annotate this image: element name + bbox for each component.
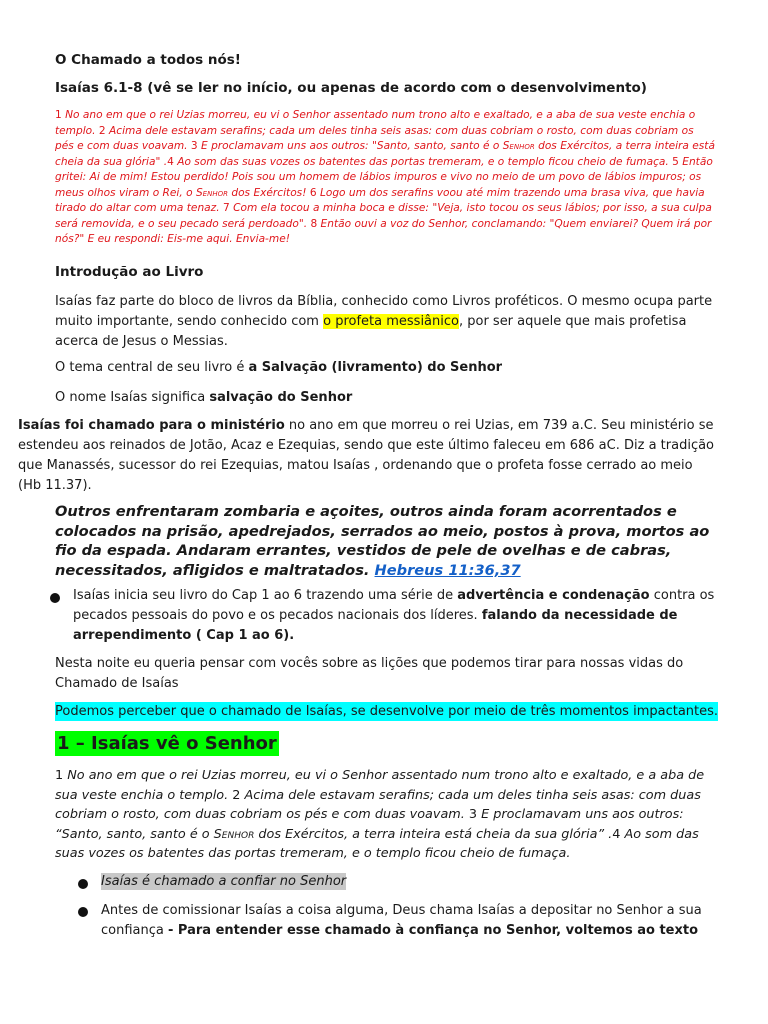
verse-number: 6 — [309, 186, 317, 199]
verse-number: 1 — [55, 768, 64, 783]
verse-text: No ano em que o rei Uzias morreu, eu vi o Senhor assentado num trono alto e exaltado, e a aba de sua veste enchia o templo. — [55, 109, 696, 137]
verse-text: Ao som das suas vozes os batentes das portas tremeram, e o templo ficou cheio de fumaça. — [173, 155, 673, 168]
bullet-icon — [50, 593, 60, 603]
verse-text: dos Exércitos, a terra inteira está cheia da sua glória” . — [254, 826, 613, 842]
name-meaning-paragraph — [55, 388, 352, 408]
verse-number: 4 — [612, 826, 621, 842]
verse-text: dos Exércitos, a terra inteira está cheia da sua glória" . — [55, 140, 715, 168]
bullet-warning — [73, 586, 723, 646]
tonight-paragraph: Nesta noite eu queria pensar com vocês sobre as lições que podemos tirar para nossas vidas do Chamado de Isaías — [55, 656, 684, 691]
verse-text: E proclamavam uns aos outros: “Santo, santo, santo é o — [55, 807, 684, 842]
quote-text: Outros enfrentaram zombaria e açoites, outros ainda foram acorrentados e colocados na prisão, apedrejados, serrados ao meio, postos à prova, mortos ao fio da espada. Andaram errantes, vestidos de pele de ovelhas e de cabras, necessitados, afligidos e maltratados. — [55, 503, 710, 579]
cyan-highlight: Podemos perceber que o chamado de Isaías, se desenvolve por meio de três momentos impactantes. — [55, 704, 719, 719]
verse-text: Acima dele estavam serafins; cada um deles tinha seis asas: com duas cobriam o rosto, com duas cobriam os pés e com duas voavam. — [55, 787, 701, 822]
verse-lord: Senhor — [502, 140, 535, 152]
verse-text: Acima dele estavam serafins; cada um deles tinha seis asas: com duas cobriam o rosto, com duas cobriam os pés e com duas voavam. — [55, 124, 694, 152]
section-1-heading — [55, 733, 279, 754]
verse-text: No ano em que o rei Uzias morreu, eu vi o Senhor assentado num trono alto e exaltado, e a aba de sua veste enchia o templo. — [55, 768, 705, 803]
verse-text: Ao som das suas vozes os batentes das portas tremeram, e o templo ficou cheio de fumaça. — [55, 826, 699, 861]
name-text: O nome Isaías significa — [55, 390, 210, 405]
ministry-text: no ano em que morreu o rei Uzias, em 739 a.C. Seu ministério se estendeu aos reinados de Jotão, Acaz e Ezequias, sendo que este último faleceu em 686 aC. Diz a tradição que Manassés, sucessor do rei Ezequias, matou Isaías , ordenando que o profeta fosse cerrado ao meio (Hb 11.37). — [18, 418, 715, 493]
verse-text: dos Exércitos! — [227, 186, 310, 199]
scripture-passage-red — [55, 108, 715, 248]
hebrews-link[interactable]: Hebreus 11:36,37 — [374, 561, 521, 579]
verse-number: 4 — [167, 155, 174, 168]
verse-number: 2 — [98, 124, 106, 137]
ministry-paragraph — [18, 416, 718, 496]
bullet1-bold: advertência e condenação — [457, 588, 650, 603]
verse-text: Logo um dos serafins voou até mim trazendo uma brasa viva, que havia tirado do altar com uma tenaz. — [55, 186, 705, 214]
theme-text: O tema central de seu livro é — [55, 360, 249, 375]
intro-text-end: , por ser aquele que mais profetisa acerca de Jesus o Messias. — [55, 314, 687, 349]
ministry-bold: Isaías foi chamado para o ministério — [18, 418, 285, 433]
verse-number: 2 — [232, 787, 241, 803]
three-moments-line — [55, 702, 718, 722]
document-title: O Chamado a todos nós! — [55, 52, 241, 68]
bullet1-bold2: falando da necessidade de arrependimento ( Cap 1 ao 6). — [73, 608, 678, 643]
name-bold: salvação do Senhor — [209, 390, 353, 405]
bullet1-text: Isaías inicia seu livro do Cap 1 ao 6 trazendo uma série de — [73, 588, 458, 603]
verse-lord: Senhor — [213, 826, 255, 842]
verse-number: 7 — [222, 202, 230, 214]
bullet-trust — [101, 872, 346, 892]
intro-text: Isaías faz parte do bloco de livros da Bíblia, conhecido como Livros proféticos. O mesmo ocupa parte muito importante, sendo conhecido com — [55, 294, 713, 329]
verse-text: Então ouvi a voz do Senhor, conclamando: "Quem enviarei? Quem irá por nós?" E eu respondi: Eis-me aqui. Envia-me! — [55, 217, 712, 245]
verse-text: Então gritei: Ai de mim! Estou perdido! Pois sou um homem de lábios impuros e vivo no meio de um povo de lábios impuros; os meus olhos viram o Rei, o — [55, 155, 713, 199]
verse-lord: Senhor — [195, 186, 228, 199]
trust-highlight: Isaías é chamado a confiar no Senhor — [101, 874, 347, 889]
theme-bold: a Salvação (livramento) do Senhor — [248, 360, 503, 375]
verse-text: E proclamavam uns aos outros: "Santo, santo, santo é o — [197, 140, 503, 152]
intro-heading: Introdução ao Livro — [55, 264, 204, 280]
section-1-verses — [55, 766, 710, 864]
verse-text: Com ela tocou a minha boca e disse: "Veja, isto tocou os seus lábios; por isso, a sua culpa será removida, e o seu pecado será perdoado". — [55, 202, 712, 230]
bullet-commission — [101, 901, 711, 941]
verse-number: 1 — [55, 109, 62, 121]
scripture-reference: Isaías 6.1-8 (vê se ler no início, ou apenas de acordo com o desenvolvimento) — [55, 80, 647, 96]
theme-paragraph — [55, 358, 502, 378]
bullet3-bold: - Para entender esse chamado à confiança no Senhor, voltemos ao texto — [167, 923, 699, 938]
intro-paragraph — [55, 292, 715, 352]
bullet-icon — [78, 907, 88, 917]
hebrews-quote — [55, 502, 720, 580]
verse-number: 3 — [468, 807, 478, 822]
verse-number: 8 — [310, 217, 318, 230]
section-1-title: 1 – Isaías vê o Senhor — [57, 733, 277, 754]
verse-number: 5 — [672, 155, 679, 168]
bullet1-text2: contra os pecados pessoais do povo e os pecados nacionais dos líderes. — [73, 588, 715, 623]
highlight-messianic: o profeta messiânico — [323, 314, 459, 329]
verse-number: 3 — [190, 140, 198, 152]
bullet-icon — [78, 879, 88, 889]
bullet3-text: Antes de comissionar Isaías a coisa alguma, Deus chama Isaías a depositar no Senhor a sua confiança — [101, 903, 702, 938]
